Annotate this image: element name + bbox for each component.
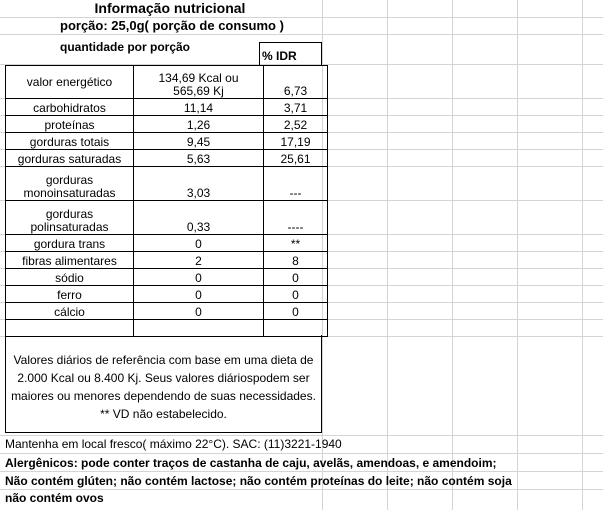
table-row: [6, 150, 328, 167]
nutrient-name: valor energético: [6, 66, 134, 99]
nutrient-quantity: 0,33: [134, 201, 264, 235]
grid-line: [517, 0, 518, 510]
nutrition-table: [5, 65, 328, 337]
name-line: gorduras: [45, 207, 94, 221]
table-row: [6, 303, 328, 320]
nutrient-idr: 8: [264, 252, 328, 269]
page-title: Informação nutricional: [94, 0, 246, 16]
nutrient-quantity: 9,45: [134, 133, 264, 150]
grid-line: [0, 435, 603, 436]
table-row: [6, 235, 328, 252]
nutrient-name: gorduras totais: [6, 133, 134, 150]
grid-line: [0, 34, 603, 35]
empty-cell: [264, 320, 328, 337]
nutrient-name: gorduras saturadas: [6, 150, 134, 167]
storage-info: Mantenha em local fresco( máximo 22°C). SAC: (11)3221-1940: [5, 437, 342, 451]
nutrient-quantity: 0: [134, 269, 264, 286]
grid-line: [0, 471, 603, 472]
name-line: polinsaturadas: [30, 220, 109, 234]
quantity-header: quantidade por porção: [60, 40, 191, 54]
name-line: monoinsaturadas: [23, 186, 116, 200]
nutrient-name: sódio: [6, 269, 134, 286]
nutrient-name: carbohidratos: [6, 99, 134, 116]
empty-cell: [134, 320, 264, 337]
nutrient-idr: 0: [264, 286, 328, 303]
table-row: [6, 133, 328, 150]
nutrient-quantity: 11,14: [134, 99, 264, 116]
nutrient-quantity: 0: [134, 235, 264, 252]
grid-line: [0, 489, 603, 490]
nutrient-idr: 6,73: [264, 66, 328, 99]
table-row: [6, 269, 328, 286]
nutrient-name: fibras alimentares: [6, 252, 134, 269]
nutrient-idr: 2,52: [264, 116, 328, 133]
portion-label: porção: 25,0g( porção de consumo ): [60, 18, 284, 33]
table-row: [6, 286, 328, 303]
table-row: [6, 201, 328, 235]
nutrient-name: [6, 167, 134, 201]
grid-line: [582, 0, 583, 510]
table-row: [6, 66, 328, 99]
table-row-empty: [6, 320, 328, 337]
table-row: [6, 116, 328, 133]
table-row: [6, 252, 328, 269]
nutrient-idr: ----: [264, 201, 328, 235]
grid-line: [387, 0, 388, 510]
allergens-line: Alergênicos: pode conter traços de castanha de caju, avelãs, amendoas, e amendoim;: [5, 456, 497, 470]
nutrient-idr: 0: [264, 303, 328, 320]
table-row: [6, 99, 328, 116]
nutrient-quantity: 2: [134, 252, 264, 269]
nutrient-quantity: 0: [134, 303, 264, 320]
idr-header: % IDR: [262, 49, 297, 63]
nutrient-idr: 3,71: [264, 99, 328, 116]
quantity-line: 565,69 Kj: [173, 84, 224, 98]
nutrient-name: proteínas: [6, 116, 134, 133]
idr-header-cell: [259, 42, 322, 65]
nutrient-quantity: 3,03: [134, 167, 264, 201]
nutrient-quantity: [134, 66, 264, 99]
nutrient-idr: 17,19: [264, 133, 328, 150]
nutrient-quantity: 5,63: [134, 150, 264, 167]
nutrient-idr: 0: [264, 269, 328, 286]
nutrient-idr: ---: [264, 167, 328, 201]
empty-cell: [6, 320, 134, 337]
quantity-line: 134,69 Kcal ou: [158, 71, 239, 85]
table-row: [6, 167, 328, 201]
name-line: gorduras: [45, 173, 94, 187]
reference-note: Valores diários de referência com base em uma dieta de 2.000 Kcal ou 8.400 Kj. Seus valores diáriospodem ser maiores ou menores dependendo de suas necessidades. ** VD não estabelecido.: [5, 335, 322, 433]
allergens-line: não contém ovos: [5, 491, 104, 505]
nutrient-idr: **: [264, 235, 328, 252]
nutrient-quantity: 0: [134, 286, 264, 303]
nutrient-name: gordura trans: [6, 235, 134, 252]
nutrient-quantity: 1,26: [134, 116, 264, 133]
nutrient-name: [6, 201, 134, 235]
grid-line: [452, 0, 453, 510]
nutrient-name: ferro: [6, 286, 134, 303]
allergens-line: Não contém glúten; não contém lactose; não contém proteínas do leite; não contém soja: [5, 474, 512, 488]
nutrient-idr: 25,61: [264, 150, 328, 167]
grid-line: [0, 453, 603, 454]
nutrient-name: cálcio: [6, 303, 134, 320]
